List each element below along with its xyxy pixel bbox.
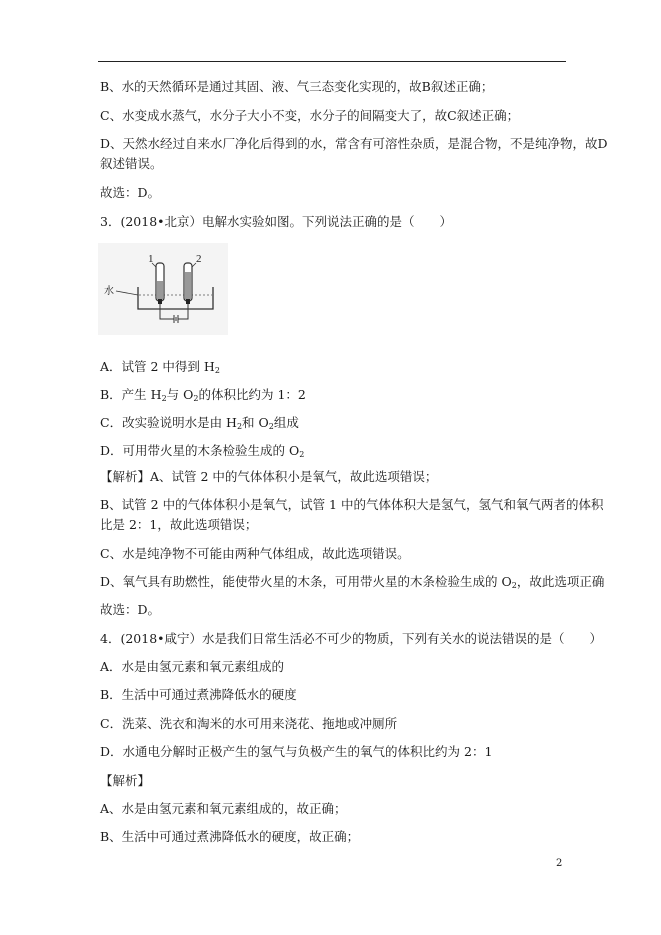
analysis-line: 比是 2：1，故此选项错误； [100, 517, 258, 532]
text-line: 叙述错误。 [100, 156, 163, 171]
question-3-stem: 3．(2018•北京）电解水实验如图。下列说法正确的是（ ） [100, 214, 453, 229]
option-d: D．水通电分解时正极产生的氢气与负极产生的氧气的体积比约为 2：1 [100, 744, 493, 759]
analysis-line: A、水是由氢元素和氧元素组成的，故正确； [100, 801, 347, 816]
analysis-line: B、试管 2 中的气体体积小是氧气，试管 1 中的气体体积大是氢气，氢气和氧气两者的体积 [100, 497, 604, 512]
tube-2-label: 2 [196, 253, 202, 265]
answer-line: 故选：D。 [100, 602, 161, 617]
option-a: A．试管 2 中得到 $H_2$ [100, 359, 220, 375]
analysis-heading: 【解析】 [100, 773, 151, 788]
option-c: C．洗菜、洗衣和淘米的水可用来浇花、拖地或冲厕所 [100, 716, 398, 731]
tube-1-label: 1 [148, 253, 154, 265]
header-rule [98, 61, 566, 62]
option-b: B．生活中可通过煮沸降低水的硬度 [100, 687, 297, 702]
analysis-line: 【解析】A、试管 2 中的气体体积小是氧气，故此选项错误； [100, 469, 438, 484]
text-line: 故选：D。 [100, 185, 161, 200]
option-a: A．水是由氢元素和氧元素组成的 [100, 659, 285, 674]
question-4-stem: 4．(2018•咸宁）水是我们日常生活必不可少的物质，下列有关水的说法错误的是（ ） [100, 631, 603, 646]
electrolysis-apparatus-figure [98, 243, 228, 335]
option-c: C．改实验说明水是由 $H_2$和 $O_2$组成 [100, 415, 299, 431]
text-line: B、水的天然循环是通过其固、液、气三态变化实现的，故B叙述正确； [100, 79, 494, 94]
option-d: D．可用带火星的木条检验生成的 $O_2$ [100, 443, 305, 459]
option-b: B．产生 $H_2$与 $O_2$的体积比约为 1：2 [100, 387, 306, 403]
analysis-line: B、生活中可通过煮沸降低水的硬度，故正确； [100, 829, 360, 844]
text-line: D、天然水经过自来水厂净化后得到的水，常含有可溶性杂质，是混合物，不是纯净物，故D [100, 136, 608, 151]
water-label: 水 [104, 286, 114, 297]
text-line: C、水变成水蒸气，水分子大小不变，水分子的间隔变大了，故C叙述正确； [100, 108, 520, 123]
analysis-line: C、水是纯净物不可能由两种气体组成，故此选项错误。 [100, 546, 410, 561]
page-number: 2 [556, 858, 563, 869]
analysis-line: D、氧气具有助燃性，能使带火星的木条，可用带火星的木条检验生成的 $O_2$，故此选项正确 [100, 574, 605, 590]
